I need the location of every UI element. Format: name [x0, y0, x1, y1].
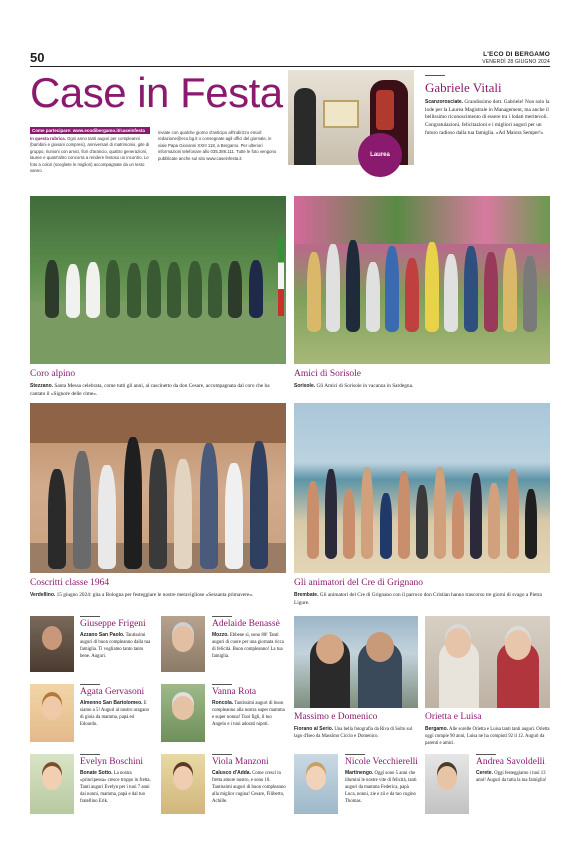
portrait-adelaide — [161, 616, 205, 672]
small-place-3: Almenno San Bartolomeo. — [80, 700, 143, 706]
small-place-5: Bonate Sotto. — [80, 770, 113, 776]
small-caption-7 — [294, 726, 418, 741]
feature-place: Scanzorosciate. — [425, 99, 464, 105]
group-caption-1 — [30, 383, 286, 398]
face-2 — [366, 632, 394, 662]
small-text-6: Come cresci in fretta amore nostro, e sono 10. Tantissimi auguri di buon compleanno alla miglior cugina! Cesare, Filiberto, Achille. — [212, 771, 286, 804]
face — [42, 766, 62, 790]
small-caption-6 — [212, 770, 286, 806]
group-place-1: Stezzano. — [30, 383, 54, 389]
small-caption-5 — [80, 770, 152, 806]
paper-header — [482, 51, 550, 65]
choir-group — [38, 258, 270, 318]
rule-4 — [212, 684, 232, 685]
small-title-4: Vanna Rota — [212, 687, 257, 697]
rule-3 — [80, 684, 100, 685]
amici-sorisole-photo — [294, 196, 550, 364]
portrait-viola — [161, 754, 205, 814]
intro-column-1 — [30, 136, 150, 175]
face-1 — [445, 628, 471, 658]
portrait-agata — [30, 684, 74, 742]
rule-2 — [212, 616, 232, 617]
group-text-2: Gli Amici di Sorisole in vacanza in Sardegna. — [316, 383, 414, 389]
diploma — [323, 100, 359, 128]
small-title-3: Agata Gervasoni — [80, 687, 145, 697]
small-title-9: Nicole Vecchierelli — [345, 757, 418, 767]
small-title-7: Massimo e Domenico — [294, 712, 378, 722]
small-caption-1 — [80, 632, 152, 661]
small-place-1: Azzano San Paolo. — [80, 632, 125, 638]
small-text-2: Ebbene sì, sono 80! Tanti auguri di cuore per una giornata ricca di felicità. Buon compleanno! La tua famiglia. — [212, 633, 284, 659]
intro-text-1: Ogni anno tanti auguri per compleanni (bambini e giovani compresi), anniversari di matrimonio, gite di gruppo, riunioni con amici, fiori d'arancio, quattro generazioni, lauree e quant'altro concorra a rendere festoso un incontro. Le foto a colori (scegliete le migliori) accompagnate da un testo vanno — [30, 136, 150, 174]
group-place-3: Verdellino. — [30, 592, 56, 598]
small-title-2: Adelaide Benassè — [212, 619, 280, 629]
section-title: Case in Festa — [30, 69, 283, 116]
small-text-8: Alle sorelle Orietta e Luisa tanti tanti auguri. Orietta oggi compie 90 anni, Luisa ne ha compiuti 92 il 12. Auguri da parenti e amici. — [425, 727, 550, 746]
rule-5 — [80, 754, 100, 755]
face — [437, 766, 457, 790]
small-place-10: Cerete. — [476, 770, 493, 776]
academic-sash — [376, 90, 394, 130]
rule-10 — [476, 754, 496, 755]
feature-text — [425, 99, 553, 137]
massimo-domenico-photo — [294, 616, 418, 708]
group-place-2: Sorisole. — [294, 383, 316, 389]
group-title-1: Coro alpino — [30, 369, 76, 379]
face — [172, 696, 194, 720]
rule-6 — [212, 754, 232, 755]
cre-grignano-photo — [294, 403, 550, 573]
small-caption-3 — [80, 700, 152, 729]
small-text-4: Tantissimi auguri di buon compleanno alla nostra super mamma e super nonna! Tuoi figli, il tuo Angelo e i tuoi adorati nipoti. — [212, 701, 285, 727]
issue-date: VENERDÌ 28 GIUGNO 2024 — [482, 59, 550, 65]
rule-9 — [345, 754, 365, 755]
figure-left — [294, 88, 316, 165]
small-text-9: Oggi sono 5 anni che illumini le nostre vite di felicità, tanti auguri da mamma Federica, papà Luca, nonni, zie e zii e da tuo cugino Thomas. — [345, 771, 417, 804]
small-place-4: Roncola. — [212, 700, 234, 706]
small-title-5: Evelyn Boschini — [80, 757, 144, 767]
portrait-giuseppe — [30, 616, 74, 672]
face-2 — [505, 630, 531, 660]
group-title-2: Amici di Sorisole — [294, 369, 362, 379]
face-1 — [316, 634, 344, 664]
group-caption-4 — [294, 592, 550, 607]
small-place-9: Martinengo. — [345, 770, 374, 776]
group-caption-2 — [294, 383, 550, 391]
small-caption-9 — [345, 770, 419, 806]
group-title-3: Coscritti classe 1964 — [30, 578, 110, 588]
small-caption-10 — [476, 770, 550, 785]
portrait-vanna — [161, 684, 205, 742]
small-caption-2 — [212, 632, 286, 661]
animatori-group — [300, 449, 544, 559]
portrait-nicole — [294, 754, 338, 814]
feature-body: Grandissimo dott. Gabriele! Non solo la lode per la Laurea Magistrale in Management, ma anche il bellissimo riconoscimento di essere tra i lodati meritevoli. Congratulazioni, felicitazioni e i migliori auguri per un futuro radioso dalla tua famiglia. «Ad Maiora Semper!» — [425, 99, 550, 136]
portrait-evelyn — [30, 754, 74, 814]
small-place-6: Calusco d'Adda. — [212, 770, 251, 776]
face — [42, 626, 62, 650]
portrait-andrea — [425, 754, 469, 814]
small-place-7: Fiorano al Serio. — [294, 726, 334, 732]
coscritti-photo — [30, 403, 286, 573]
small-title-10: Andrea Savoldelli — [476, 757, 545, 767]
group-text-1: Santa Messa celebrata, come tutti gli anni, al cascinetto da don Cesare, accompagnata dal coro che ha cantato il «Signore delle cime». — [30, 383, 270, 397]
laurea-badge: Laurea — [358, 133, 402, 177]
small-text-5: La nostra «principessa» cresce troppo in fretta. Tanti auguri Evelyn per i tuoi 7 anni dai nonni, mamma, papà e dal tuo fratellino Erik. — [80, 771, 151, 804]
small-title-1: Giuseppe Frigeni — [80, 619, 146, 629]
header-rule — [30, 66, 550, 67]
orietta-luisa-photo — [425, 616, 550, 708]
page-number: 50 — [30, 50, 45, 65]
small-text-10: Oggi festeggiamo i tuoi 13 anni! Auguri da tutta la tua famiglia! — [476, 771, 547, 783]
small-title-6: Viola Manzoni — [212, 757, 269, 767]
group-text-4: Gli animatori del Cre di Grignano con il parroco don Cristian hanno trascorso tre giorni di svago a Pietra Ligure. — [294, 592, 542, 606]
face — [172, 626, 194, 652]
feature-rule — [425, 75, 445, 76]
group-text-3: 15 giugno 2024: gita a Bologna per festeggiare le nostre meravigliose «Sessanta primavere». — [56, 592, 254, 598]
small-title-8: Orietta e Luisa — [425, 712, 482, 722]
group-caption-3 — [30, 592, 286, 600]
small-caption-4 — [212, 700, 286, 729]
face — [306, 766, 326, 790]
group-title-4: Gli animatori del Cre di Grignano — [294, 578, 424, 588]
friends-group — [300, 236, 544, 332]
intro-lead: In questa rubrica. — [30, 136, 66, 141]
small-text-3: E siamo a 5! Auguri al nostro uragano di gioia da mamma, papà ed Edoardo. — [80, 701, 150, 727]
coro-alpino-photo — [30, 196, 286, 364]
small-place-2: Mozzo. — [212, 632, 229, 638]
flag — [278, 236, 284, 316]
feature-title: Gabriele Vitali — [425, 80, 502, 95]
small-caption-8 — [425, 726, 550, 748]
small-text-7: Una bella fotografia da Riva di Solto sul lago d'Iseo da Massimo Ciccio e Domenico. — [294, 727, 413, 739]
face — [42, 696, 62, 720]
small-place-8: Bergamo. — [425, 726, 449, 732]
face — [173, 766, 193, 790]
partecipa-banner: Come partecipare: www.ecodibergamo.it/caseinfesta — [30, 127, 150, 134]
coscritti-group — [40, 421, 276, 569]
group-place-4: Brembate. — [294, 592, 319, 598]
intro-text-2: inviate con qualche giorno d'anticipo all'indirizzo email: redazione@eco.bg.it o consegnate agli uffici del giornale, in viale Papa Giovanni XXIII 118, a Bergamo. Per ulteriori informazioni telefonare allo 035.386.111. Tutte le foto vengono pubblicate anche sul sito www.caseinfesta.it — [158, 130, 277, 161]
rule-1 — [80, 616, 100, 617]
small-text-1: Tantissimi auguri di buon compleanno dalla tua famiglia. Ti vogliamo tanto tanto bene. Auguri. — [80, 633, 151, 659]
paper-name: L'ECO DI BERGAMO — [483, 51, 550, 58]
